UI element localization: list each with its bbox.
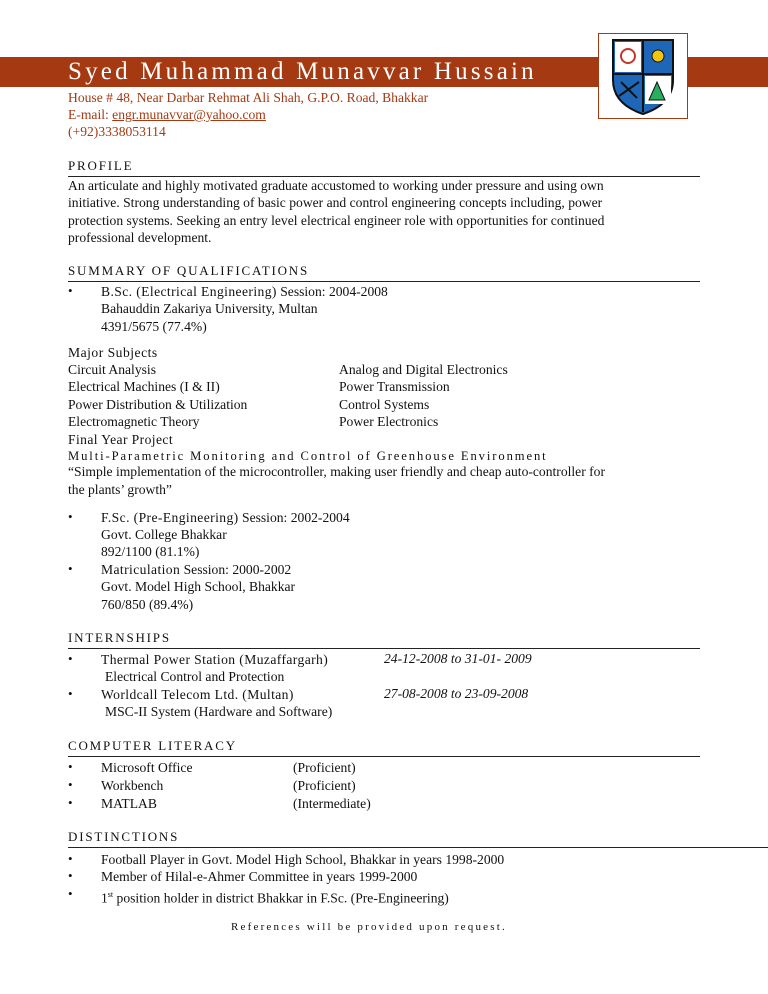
internships-heading: INTERNSHIPS: [68, 630, 171, 645]
matric-line: [101, 561, 291, 578]
bullet: •: [68, 561, 73, 576]
profile-line: An articulate and highly motivated graduate accustomed to working under pressure and using own: [68, 178, 604, 193]
bsc-line: [101, 283, 388, 300]
computer-rule: [68, 756, 700, 757]
project-title: Multi-Parametric Monitoring and Control of Greenhouse Environment: [68, 449, 548, 463]
subject-right: Control Systems: [339, 397, 430, 412]
project-label: Final Year Project: [68, 432, 173, 447]
bullet: •: [68, 886, 73, 901]
address: House # 48, Near Darbar Rehmat Ali Shah, G.P.O. Road, Bhakkar: [68, 90, 429, 105]
profile-line: professional development.: [68, 229, 212, 245]
bsc-marks: 4391/5675 (77.4%): [101, 319, 207, 334]
qualifications-rule: [68, 281, 700, 282]
internship-org: Worldcall Telecom Ltd. (Multan): [101, 687, 294, 702]
internship-org: Thermal Power Station (Muzaffargarh): [101, 652, 329, 667]
profile-line: protection systems. Seeking an entry level electrical engineer role with opportunities for continued: [68, 212, 605, 228]
bsc-institute: Bahauddin Zakariya University, Multan: [101, 301, 318, 316]
software-level: (Proficient): [293, 778, 356, 793]
qualifications-heading: SUMMARY OF QUALIFICATIONS: [68, 263, 309, 278]
subject-right: Power Electronics: [339, 414, 439, 429]
bullet: •: [68, 868, 73, 883]
internship-detail: MSC-II System (Hardware and Software): [105, 704, 333, 719]
distinction-item: [101, 886, 449, 907]
subject-left: Power Distribution & Utilization: [68, 397, 248, 412]
software-level: (Intermediate): [293, 796, 371, 811]
project-desc: “Simple implementation of the microcontroller, making user friendly and cheap auto-controller for: [68, 464, 605, 479]
internship-dates: 24-12-2008 to 31-01- 2009: [384, 651, 532, 666]
distinctions-heading: DISTINCTIONS: [68, 829, 180, 844]
computer-heading: COMPUTER LITERACY: [68, 738, 237, 753]
internship-detail: Electrical Control and Protection: [105, 669, 285, 684]
email-link[interactable]: engr.munavvar@yahoo.com: [112, 107, 266, 122]
subject-left: Electromagnetic Theory: [68, 414, 200, 429]
matric-marks: 760/850 (89.4%): [101, 597, 194, 612]
subject-left: Circuit Analysis: [68, 362, 156, 377]
fsc-session: Session: 2002-2004: [238, 510, 350, 525]
internships-rule: [68, 648, 700, 649]
distinction-rank-suffix: st: [107, 890, 114, 899]
internship-dates: 27-08-2008 to 23-09-2008: [384, 686, 529, 701]
bullet: •: [68, 651, 73, 666]
bsc-session: Session: 2004-2008: [276, 284, 388, 299]
references-footer: References will be provided upon request.: [231, 921, 507, 933]
profile-line: initiative. Strong understanding of basic power and control engineering concepts including, power: [68, 195, 603, 211]
university-crest-icon: [598, 33, 688, 119]
software-level: (Proficient): [293, 760, 356, 775]
bullet: •: [68, 283, 73, 298]
bullet: •: [68, 509, 73, 524]
email-line: [68, 106, 266, 123]
bsc-degree: B.Sc. (Electrical Engineering): [101, 284, 277, 299]
distinction-text: position holder in district Bhakkar in F.Sc. (Pre-Engineering): [113, 890, 449, 906]
bullet: •: [68, 777, 73, 792]
bullet: •: [68, 851, 73, 866]
email-label: E-mail:: [68, 107, 113, 122]
software-name: MATLAB: [101, 796, 157, 811]
distinction-item: Member of Hilal-e-Ahmer Committee in years 1999-2000: [101, 869, 418, 884]
profile-heading: PROFILE: [68, 158, 134, 173]
distinctions-rule: [68, 847, 768, 848]
subject-right: Power Transmission: [339, 379, 450, 394]
candidate-name: Syed Muhammad Munavvar Hussain: [68, 58, 537, 85]
distinction-item: Football Player in Govt. Model High School, Bhakkar in years 1998-2000: [101, 852, 505, 867]
subject-left: Electrical Machines (I & II): [68, 379, 220, 394]
matric-degree: Matriculation: [101, 562, 181, 577]
matric-session: Session: 2000-2002: [180, 562, 292, 577]
distinction-rank: 1: [101, 890, 108, 906]
profile-text: [68, 177, 700, 246]
matric-institute: Govt. Model High School, Bhakkar: [101, 579, 296, 594]
bullet: •: [68, 686, 73, 701]
software-name: Microsoft Office: [101, 760, 193, 775]
phone: (+92)3338053114: [68, 124, 166, 139]
fsc-marks: 892/1100 (81.1%): [101, 544, 200, 559]
bullet: •: [68, 795, 73, 810]
major-subjects-label: Major Subjects: [68, 345, 158, 360]
fsc-degree: F.Sc. (Pre-Engineering): [101, 510, 239, 525]
software-name: Workbench: [101, 778, 164, 793]
bullet: •: [68, 759, 73, 774]
project-desc: the plants’ growth”: [68, 482, 172, 497]
fsc-line: [101, 509, 350, 526]
fsc-institute: Govt. College Bhakkar: [101, 527, 227, 542]
subject-right: Analog and Digital Electronics: [339, 362, 508, 377]
